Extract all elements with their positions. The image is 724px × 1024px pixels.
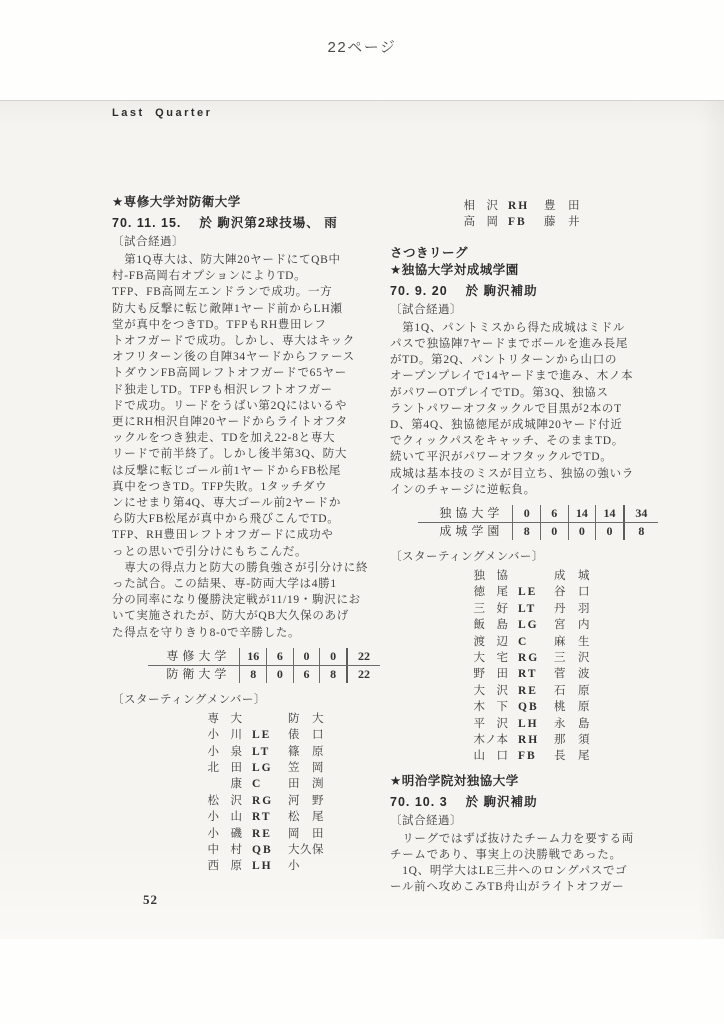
game3-date: 70. 10. 3 於 駒沢補助 <box>390 794 538 809</box>
position-label: RT <box>518 668 538 681</box>
page-top-label: 22ページ <box>327 39 397 56</box>
roster-row <box>452 214 658 230</box>
player-left: 松 沢 <box>207 794 242 807</box>
position-label: FB <box>508 216 527 229</box>
text-line: ら防大FB松尾が真中から飛びこんでTD。 <box>112 513 340 526</box>
quarter-score-cell: 0 <box>540 523 568 540</box>
text-line: ックルをつき独走、TDを加え22-8と専大 <box>112 432 336 445</box>
player-right: 長 尾 <box>554 750 590 763</box>
roster-row <box>452 198 658 214</box>
player-left: 大 宅 <box>473 651 508 664</box>
text-line: 更にRH相沢自陣20ヤードからライトオフタ <box>112 416 348 429</box>
roster-row <box>462 601 658 617</box>
quarter-score-cell: 14 <box>595 505 623 522</box>
game2-progress-label: 〔試合経過〕 <box>390 303 462 316</box>
scanned-page <box>0 100 724 939</box>
player-left: 小 川 <box>207 729 242 742</box>
position-label: LH <box>518 717 539 730</box>
player-left: 木 下 <box>473 701 508 714</box>
player-right: 笠 岡 <box>288 762 324 775</box>
game1-scoreboard <box>148 648 380 683</box>
game2-title: ★独協大学対成城学園 <box>390 262 519 277</box>
game1-roster-label: 〔スターティングメンバー〕 <box>112 693 266 706</box>
player-left: 平 沢 <box>473 717 508 730</box>
scoreboard-row <box>148 666 380 683</box>
player-right: 大久保 <box>288 844 324 856</box>
roster-row <box>196 760 380 776</box>
player-left: 三 好 <box>473 602 508 615</box>
player-left: 渡 辺 <box>473 635 508 648</box>
text-line: TFP、RH豊田レフトオフガードに成功や <box>112 529 334 542</box>
text-line: がTD。第2Q、パントリターンから山口の <box>390 354 618 367</box>
game2-progress-text <box>390 320 658 498</box>
quarter-score-cell: 0 <box>512 505 540 522</box>
game1-roster <box>196 711 380 875</box>
player-left: 西 原 <box>207 860 242 873</box>
quarter-score-cell: 14 <box>568 505 596 522</box>
total-score-cell: 22 <box>346 648 380 665</box>
roster-row <box>196 842 380 858</box>
team-name-cell: 防衛大学 <box>166 666 231 681</box>
player-left: 相 沢 <box>463 200 498 212</box>
player-right: 三 沢 <box>554 651 590 664</box>
position-label: LT <box>252 745 271 758</box>
position-label: LG <box>252 762 273 775</box>
position-label: FB <box>518 750 537 763</box>
player-left: 木ノ本 <box>473 733 508 746</box>
roster-row <box>462 666 658 682</box>
quarter-score-cell: 0 <box>319 648 346 665</box>
game2-scoreboard <box>418 505 658 540</box>
roster-header <box>196 711 380 727</box>
roster-row <box>196 776 380 792</box>
roster-row <box>462 716 658 732</box>
team-name-cell: 成城学園 <box>439 524 504 539</box>
player-left: 飯 島 <box>473 619 508 632</box>
quarter-score-cell: 6 <box>293 666 320 683</box>
text-line: ール前へ攻めこみTB舟山がライトオフガー <box>390 881 625 894</box>
position-label: RH <box>518 733 540 746</box>
player-right: 豊 田 <box>544 200 580 212</box>
roster-row <box>462 584 658 600</box>
player-right: 菅 波 <box>554 668 590 681</box>
text-line: オープンプレイで14ヤードまで進み、木ノ本 <box>390 370 634 383</box>
roster-row <box>196 858 380 874</box>
player-right: 麻 生 <box>554 635 590 648</box>
text-line: インのチャージに逆転負。 <box>390 483 536 496</box>
position-label: RE <box>252 827 272 840</box>
text-line: 専大の得点力と防大の勝負強さが引分けに終 <box>112 561 369 574</box>
player-right: 那 須 <box>554 733 590 746</box>
roster-team-left: 独 協 <box>473 570 508 583</box>
text-line: 村-FB高岡右オプションによりTD。 <box>112 270 307 283</box>
quarter-score-cell: 8 <box>239 666 266 683</box>
player-right: 桃 原 <box>554 701 590 714</box>
roster-row <box>462 748 658 764</box>
text-line: ンにせまり第4Q、専大ゴール前2ヤードか <box>112 497 342 510</box>
team-name-cell: 独協大学 <box>439 506 504 521</box>
text-line: ド独走しTD。TFPも相沢レフトオフガー <box>112 383 333 396</box>
roster-row <box>196 809 380 825</box>
text-line: ドで成功。リードをうばい第2Qにはいるや <box>112 399 348 412</box>
text-line: 1Q、明学大はLE三井へのロングパスでゴ <box>390 865 628 878</box>
player-right: 谷 口 <box>554 586 590 599</box>
text-line: トダウンFB高岡レフトオフガードで65ヤー <box>112 367 347 380</box>
text-line: 第1Q、パントミスから得た成城はミドル <box>390 321 626 334</box>
roster-row <box>462 683 658 699</box>
total-score-cell: 34 <box>623 505 658 522</box>
text-line: 分の同率になり優勝決定戦が11/19・駒沢にお <box>112 594 361 607</box>
game3-progress-label: 〔試合経過〕 <box>390 814 462 827</box>
position-label: RG <box>252 794 274 807</box>
roster-team-right: 成 城 <box>554 570 590 583</box>
player-left: 小 磯 <box>207 827 242 840</box>
roster-row <box>196 727 380 743</box>
player-right: 石 原 <box>554 684 590 697</box>
quarter-score-cell: 0 <box>595 523 623 540</box>
game1-date: 70. 11. 15. 於 駒沢第2球技場、 雨 <box>112 216 338 230</box>
left-column <box>112 194 380 875</box>
text-line: 続いて平沢がパワーオフタックルでTD。 <box>390 451 613 464</box>
text-line: いて実施されたが、防大がQB大久保のあげ <box>112 610 349 623</box>
player-left: 小 泉 <box>207 745 242 758</box>
position-label: LH <box>252 860 273 873</box>
last-quarter-header: Last Quarter <box>112 107 213 119</box>
player-left: 中 村 <box>207 844 242 856</box>
position-label: RG <box>518 651 540 664</box>
game1-title: ★専修大学対防衛大学 <box>112 195 241 209</box>
player-right: 俵 口 <box>288 729 324 742</box>
player-right: 篠 原 <box>288 745 324 758</box>
game2-roster <box>462 568 658 765</box>
text-line: D、第4Q、独協徳尾が成城陣20ヤード付近 <box>390 419 623 431</box>
right-column <box>390 197 658 896</box>
position-label: LE <box>252 729 272 742</box>
roster-pos-spacer <box>518 568 554 584</box>
text-line: 成城は基本技のミスが目立ち、独協の強いラ <box>390 467 634 480</box>
roster-row <box>462 634 658 650</box>
text-line: TFP、FB高岡左エンドランで成功。一方 <box>112 286 333 299</box>
quarter-score-cell: 6 <box>540 505 568 522</box>
roster-row <box>196 744 380 760</box>
player-left: 大 沢 <box>473 684 508 697</box>
text-line: オフリターン後の自陣34ヤードからファース <box>112 351 355 364</box>
player-left: 徳 尾 <box>473 586 508 599</box>
quarter-score-cell: 8 <box>319 666 346 683</box>
player-left: 野 田 <box>473 668 508 681</box>
total-score-cell: 22 <box>346 666 380 683</box>
text-line: リーグではずば抜けたチーム力を要する両 <box>390 832 634 845</box>
roster-team-left: 専 大 <box>207 712 242 725</box>
text-line: は反撃に転じゴール前1ヤードからFB松尾 <box>112 464 342 477</box>
team-name-cell: 専修大学 <box>166 648 231 663</box>
roster-header <box>462 568 658 584</box>
quarter-score-cell: 0 <box>293 648 320 665</box>
position-label: RH <box>508 200 530 212</box>
text-line: 防大も反撃に転じ敵陣1ヤード前からLH瀬 <box>112 302 343 315</box>
roster-row <box>462 699 658 715</box>
league-label: さつきリーグ <box>390 245 469 260</box>
player-left: 小 山 <box>207 811 242 824</box>
player-right: 河 野 <box>288 794 324 807</box>
text-line: 堂が真中をつきTD。TFPもRH豊田レフ <box>112 318 327 331</box>
game2-roster-label: 〔スターティングメンバー〕 <box>390 551 544 564</box>
quarter-score-cell: 0 <box>568 523 596 540</box>
quarter-score-cell: 6 <box>266 648 293 665</box>
game1-progress-text <box>112 252 380 641</box>
position-label: LG <box>518 619 539 632</box>
player-right: 松 尾 <box>288 811 324 824</box>
position-label: LT <box>518 602 537 615</box>
text-line: トオフガードで成功。しかし、専大はキック <box>112 335 355 348</box>
player-left: 康 <box>230 778 242 791</box>
position-label: QB <box>252 844 273 856</box>
roster-pos-spacer <box>252 711 288 727</box>
player-left: 高 岡 <box>463 216 498 229</box>
roster-row <box>462 732 658 748</box>
position-label: C <box>252 778 263 791</box>
player-right: 岡 田 <box>288 827 324 840</box>
text-line: パスで独協陣7ヤードまでボールを進み長尾 <box>390 337 629 350</box>
page-number: 52 <box>143 892 158 907</box>
text-line: ラントパワーオフタックルで目黒が2本のT <box>390 402 622 415</box>
position-label: RT <box>252 811 272 824</box>
scoreboard-row <box>148 648 380 666</box>
text-line: がパワーOTプレイでTD。第3Q、独協ス <box>390 386 609 399</box>
player-right: 小 <box>288 860 300 873</box>
player-left: 北 田 <box>207 762 242 775</box>
text-line: っとの思いで引分けにもちこんだ。 <box>112 545 308 558</box>
game2-date: 70. 9. 20 於 駒沢補助 <box>390 283 538 298</box>
player-right: 永 島 <box>554 717 590 730</box>
text-line: 真中をつきTD。TFP失敗。1タッチダウ <box>112 480 328 493</box>
player-right: 丹 羽 <box>554 602 590 615</box>
text-line: 第1Q専大は、防大陣20ヤードにてQB中 <box>112 254 341 266</box>
quarter-score-cell: 16 <box>239 648 266 665</box>
text-line: でクィックパスをキャッチ、そのままTD。 <box>390 435 624 448</box>
game2-roster-rows <box>462 584 658 764</box>
player-right: 田 渕 <box>288 778 324 791</box>
quarter-score-cell: 8 <box>512 523 540 540</box>
roster-row <box>196 793 380 809</box>
text-line: った試合。この結果、専-防両大学は4勝1 <box>112 578 337 591</box>
scoreboard-row <box>418 523 658 540</box>
position-label: RE <box>518 684 538 697</box>
text-line: リードで前半終了。しかし後半第3Q、防大 <box>112 448 348 461</box>
roster-row <box>196 826 380 842</box>
scoreboard-row <box>418 505 658 523</box>
player-left: 山 口 <box>473 750 508 763</box>
text-line: た得点を守りきり8-0で辛勝した。 <box>112 626 301 639</box>
position-label: LE <box>518 586 538 599</box>
player-right: 宮 内 <box>554 619 590 632</box>
text-line: チームであり、事実上の決勝戦であった。 <box>390 848 622 861</box>
total-score-cell: 8 <box>623 523 658 540</box>
player-right: 藤 井 <box>544 216 580 229</box>
game1-roster-continued <box>452 198 658 231</box>
quarter-score-cell: 0 <box>266 666 293 683</box>
roster-team-right: 防 大 <box>288 712 324 725</box>
game3-progress-text <box>390 831 658 896</box>
position-label: QB <box>518 701 539 714</box>
roster-row <box>462 650 658 666</box>
roster-row <box>462 617 658 633</box>
position-label: C <box>518 635 529 648</box>
game1-progress-label: 〔試合経過〕 <box>112 236 184 248</box>
game1-roster-rows <box>196 727 380 875</box>
game3-title: ★明治学院対独協大学 <box>390 773 519 788</box>
